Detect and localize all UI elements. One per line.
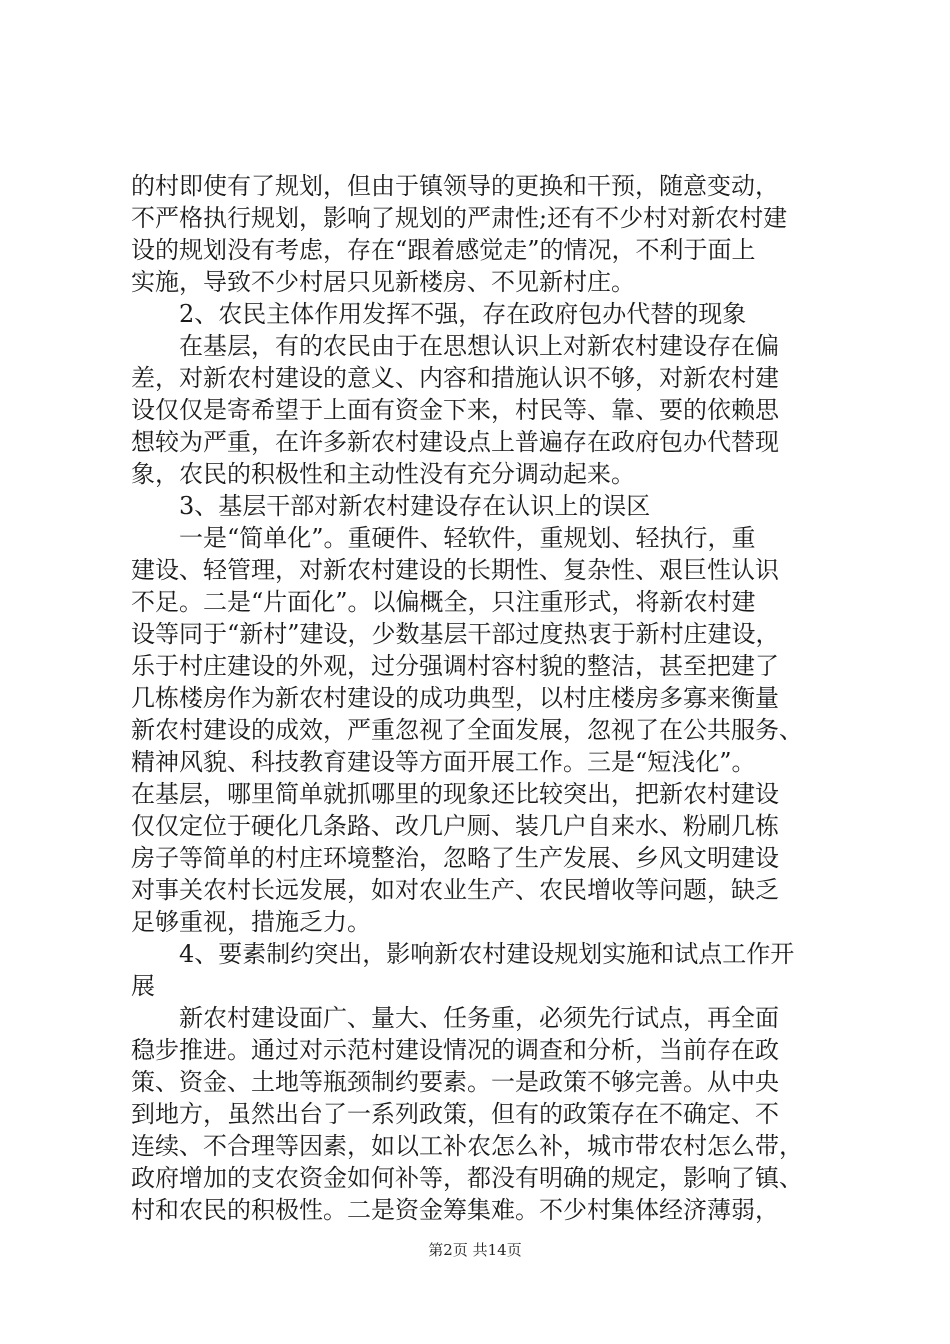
text-line: 象，农民的积极性和主动性没有充分调动起来。 [131,460,635,488]
text-line: 对事关农村长远发展，如对农业生产、农民增收等问题，缺乏 [131,876,779,904]
text-line: 新农村建设的成效，严重忽视了全面发展，忽视了在公共服务、 [131,716,803,744]
text-line: 不足。二是“片面化”。以偏概全，只注重形式，将新农村建 [131,588,756,616]
text-line: 设仅仅是寄希望于上面有资金下来，村民等、靠、要的依赖思 [131,396,779,424]
text-line: 2、农民主体作用发挥不强，存在政府包办代替的现象 [179,300,747,328]
text-line: 差，对新农村建设的意义、内容和措施认识不够，对新农村建 [131,364,779,392]
text-line: 策、资金、土地等瓶颈制约要素。一是政策不够完善。从中央 [131,1068,779,1096]
text-line: 到地方，虽然出台了一系列政策，但有的政策存在不确定、不 [131,1100,779,1128]
text-line: 乐于村庄建设的外观，过分强调村容村貌的整洁，甚至把建了 [131,652,779,680]
text-line: 设的规划没有考虑，存在“跟着感觉走”的情况，不利于面上 [131,236,756,264]
body-text [131,170,831,1226]
text-line: 设等同于“新村”建设，少数基层干部过度热衷于新村庄建设， [131,620,780,648]
text-line: 足够重视，措施乏力。 [131,908,371,936]
text-line: 精神风貌、科技教育建设等方面开展工作。三是“短浅化”。 [131,748,756,776]
text-line: 想较为严重，在许多新农村建设点上普遍存在政府包办代替现 [131,428,779,456]
text-line: 在基层，有的农民由于在思想认识上对新农村建设存在偏 [179,332,779,360]
text-line: 一是“简单化”。重硬件、轻软件，重规划、轻执行，重 [179,524,756,552]
text-line: 连续、不合理等因素，如以工补农怎么补，城市带农村怎么带， [131,1132,803,1160]
text-line: 稳步推进。通过对示范村建设情况的调查和分析，当前存在政 [131,1036,779,1064]
text-line: 3、基层干部对新农村建设存在认识上的误区 [179,492,651,520]
text-line: 不严格执行规划，影响了规划的严肃性;还有不少村对新农村建 [131,204,788,232]
text-line: 几栋楼房作为新农村建设的成功典型，以村庄楼房多寡来衡量 [131,684,779,712]
text-line: 实施，导致不少村居只见新楼房、不见新村庄。 [131,268,635,296]
page-footer: 第2页 共14页 [428,1241,522,1259]
text-line: 展 [131,972,155,1000]
text-line: 在基层，哪里简单就抓哪里的现象还比较突出，把新农村建设 [131,780,779,808]
text-line: 4、要素制约突出，影响新农村建设规划实施和试点工作开 [179,940,795,968]
text-line: 的村即使有了规划，但由于镇领导的更换和干预，随意变动， [131,172,779,200]
text-line: 建设、轻管理，对新农村建设的长期性、复杂性、艰巨性认识 [131,556,779,584]
text-line: 仅仅定位于硬化几条路、改几户厕、装几户自来水、粉刷几栋 [131,812,779,840]
text-line: 村和农民的积极性。二是资金筹集难。不少村集体经济薄弱， [131,1196,779,1224]
text-line: 政府增加的支农资金如何补等，都没有明确的规定，影响了镇、 [131,1164,803,1192]
text-line: 房子等简单的村庄环境整治，忽略了生产发展、乡风文明建设 [131,844,779,872]
text-line: 新农村建设面广、量大、任务重，必须先行试点，再全面 [179,1004,779,1032]
